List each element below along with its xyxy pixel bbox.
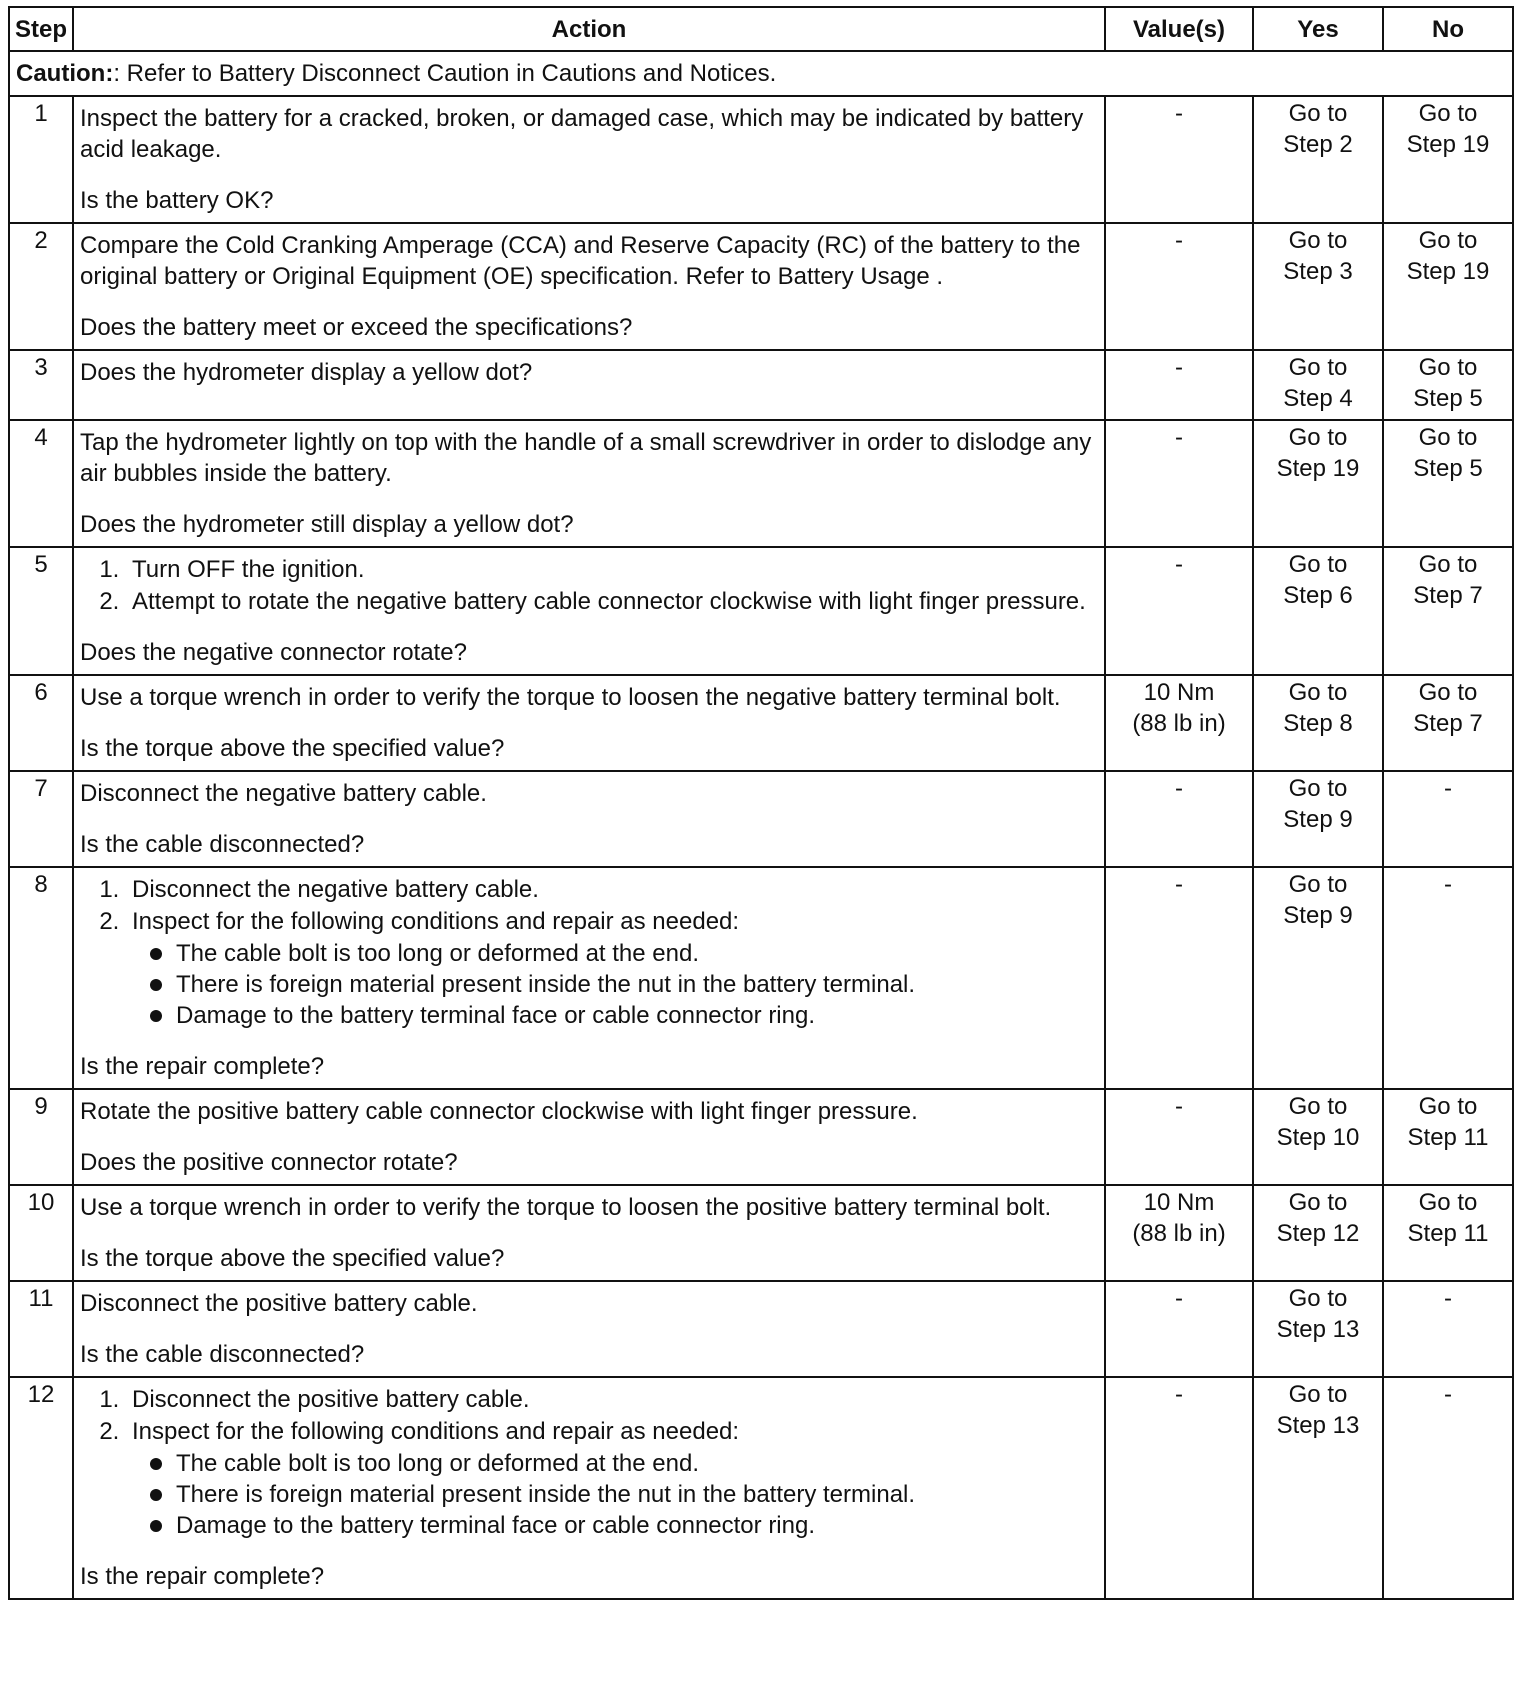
action-question: Does the positive connector rotate? <box>80 1149 458 1176</box>
header-row <box>9 7 1513 51</box>
action-cell <box>73 96 1105 223</box>
condition-item: The cable bolt is too long or deformed at the end. <box>172 1448 1098 1479</box>
step-number: 1 <box>9 96 73 223</box>
no-goto: Go to Step 5 <box>1383 420 1513 547</box>
yes-goto: Go to Step 8 <box>1253 675 1383 771</box>
step-row <box>9 867 1513 1089</box>
action-cell <box>73 1185 1105 1281</box>
condition-list <box>126 938 1098 1031</box>
action-cell <box>73 547 1105 675</box>
value-cell: - <box>1105 350 1253 420</box>
value-cell: - <box>1105 223 1253 350</box>
yes-goto: Go to Step 6 <box>1253 547 1383 675</box>
action-text: Inspect the battery for a cracked, broken, or damaged case, which may be indicated by battery acid leakage. <box>80 105 1084 163</box>
value-cell: - <box>1105 1281 1253 1377</box>
yes-goto: Go to Step 12 <box>1253 1185 1383 1281</box>
value-cell: - <box>1105 96 1253 223</box>
header-yes: Yes <box>1253 7 1383 51</box>
caution-label: Caution: <box>16 60 114 87</box>
action-cell <box>73 1089 1105 1185</box>
header-no: No <box>1383 7 1513 51</box>
yes-goto: Go to Step 2 <box>1253 96 1383 223</box>
no-goto: - <box>1383 771 1513 867</box>
step-row <box>9 771 1513 867</box>
action-question: Does the negative connector rotate? <box>80 639 467 666</box>
action-text: Use a torque wrench in order to verify the torque to loosen the negative battery terminal bolt. <box>80 684 1061 711</box>
condition-item: Damage to the battery terminal face or cable connector ring. <box>172 1000 1098 1031</box>
action-steps-list <box>80 1384 1098 1541</box>
yes-goto: Go to Step 13 <box>1253 1281 1383 1377</box>
action-text: Disconnect the negative battery cable. <box>80 780 487 807</box>
step-row <box>9 350 1513 420</box>
action-question: Is the battery OK? <box>80 187 274 214</box>
step-number: 7 <box>9 771 73 867</box>
step-number: 2 <box>9 223 73 350</box>
step-row <box>9 547 1513 675</box>
yes-goto: Go to Step 3 <box>1253 223 1383 350</box>
action-steps-list <box>80 554 1098 617</box>
value-cell: - <box>1105 867 1253 1089</box>
no-goto: - <box>1383 867 1513 1089</box>
step-row <box>9 1185 1513 1281</box>
condition-item: There is foreign material present inside the nut in the battery terminal. <box>172 1479 1098 1510</box>
action-cell <box>73 1377 1105 1599</box>
action-step-item: 2. Inspect for the following conditions and repair as needed: <box>126 1416 1098 1447</box>
step-number: 9 <box>9 1089 73 1185</box>
no-goto: Go to Step 7 <box>1383 547 1513 675</box>
header-value: Value(s) <box>1105 7 1253 51</box>
action-cell <box>73 223 1105 350</box>
condition-item: Damage to the battery terminal face or cable connector ring. <box>172 1510 1098 1541</box>
step-number: 8 <box>9 867 73 1089</box>
step-row <box>9 1281 1513 1377</box>
action-cell <box>73 350 1105 420</box>
caution-row <box>9 51 1513 96</box>
value-cell: - <box>1105 1377 1253 1599</box>
caution-text: : Refer to Battery Disconnect Caution in Cautions and Notices. <box>113 60 777 87</box>
yes-goto: Go to Step 9 <box>1253 867 1383 1089</box>
action-text: Does the hydrometer display a yellow dot? <box>80 359 533 386</box>
diagnostic-table <box>8 6 1514 1600</box>
step-row <box>9 420 1513 547</box>
action-cell <box>73 675 1105 771</box>
action-cell <box>73 420 1105 547</box>
step-number: 12 <box>9 1377 73 1599</box>
condition-item: There is foreign material present inside the nut in the battery terminal. <box>172 969 1098 1000</box>
step-row <box>9 96 1513 223</box>
yes-goto: Go to Step 13 <box>1253 1377 1383 1599</box>
action-text: Rotate the positive battery cable connector clockwise with light finger pressure. <box>80 1098 918 1125</box>
step-number: 4 <box>9 420 73 547</box>
action-cell <box>73 1281 1105 1377</box>
no-goto: Go to Step 5 <box>1383 350 1513 420</box>
yes-goto: Go to Step 9 <box>1253 771 1383 867</box>
step-number: 5 <box>9 547 73 675</box>
value-cell: - <box>1105 771 1253 867</box>
value-cell: 10 Nm (88 lb in) <box>1105 675 1253 771</box>
header-step: Step <box>9 7 73 51</box>
action-step-item: 1. Disconnect the negative battery cable. <box>126 874 1098 905</box>
condition-list <box>126 1448 1098 1541</box>
no-goto: Go to Step 19 <box>1383 223 1513 350</box>
action-text: Disconnect the positive battery cable. <box>80 1290 478 1317</box>
step-number: 11 <box>9 1281 73 1377</box>
header-action: Action <box>73 7 1105 51</box>
action-cell <box>73 771 1105 867</box>
action-question: Is the cable disconnected? <box>80 831 365 858</box>
action-cell <box>73 867 1105 1089</box>
no-goto: - <box>1383 1377 1513 1599</box>
action-steps-list <box>80 874 1098 1031</box>
step-row <box>9 675 1513 771</box>
action-step-item: 1. Turn OFF the ignition. <box>126 554 1098 585</box>
step-number: 3 <box>9 350 73 420</box>
no-goto: Go to Step 19 <box>1383 96 1513 223</box>
action-step-item: 2. Inspect for the following conditions and repair as needed: <box>126 906 1098 937</box>
action-text: Compare the Cold Cranking Amperage (CCA) and Reserve Capacity (RC) of the battery to the original battery or Original Equipment (OE) specification. Refer to Battery Usage . <box>80 232 1081 290</box>
action-text: Tap the hydrometer lightly on top with the handle of a small screwdriver in order to dislodge any air bubbles inside the battery. <box>80 429 1092 487</box>
action-question: Is the repair complete? <box>80 1053 325 1080</box>
action-text: Use a torque wrench in order to verify the torque to loosen the positive battery terminal bolt. <box>80 1194 1052 1221</box>
action-question: Is the cable disconnected? <box>80 1341 365 1368</box>
value-cell: - <box>1105 420 1253 547</box>
action-step-item: 1. Disconnect the positive battery cable. <box>126 1384 1098 1415</box>
action-question: Does the battery meet or exceed the specifications? <box>80 314 633 341</box>
action-step-item: 2. Attempt to rotate the negative battery cable connector clockwise with light finger pressure. <box>126 586 1098 617</box>
yes-goto: Go to Step 10 <box>1253 1089 1383 1185</box>
action-question: Does the hydrometer still display a yellow dot? <box>80 511 574 538</box>
step-number: 6 <box>9 675 73 771</box>
condition-item: The cable bolt is too long or deformed at the end. <box>172 938 1098 969</box>
step-row <box>9 1377 1513 1599</box>
action-question: Is the repair complete? <box>80 1563 325 1590</box>
no-goto: Go to Step 11 <box>1383 1185 1513 1281</box>
caution-cell <box>9 51 1513 96</box>
value-cell: - <box>1105 547 1253 675</box>
no-goto: Go to Step 11 <box>1383 1089 1513 1185</box>
value-cell: - <box>1105 1089 1253 1185</box>
yes-goto: Go to Step 4 <box>1253 350 1383 420</box>
no-goto: Go to Step 7 <box>1383 675 1513 771</box>
action-question: Is the torque above the specified value? <box>80 1245 505 1272</box>
step-row <box>9 223 1513 350</box>
action-question: Is the torque above the specified value? <box>80 735 505 762</box>
yes-goto: Go to Step 19 <box>1253 420 1383 547</box>
value-cell: 10 Nm (88 lb in) <box>1105 1185 1253 1281</box>
step-number: 10 <box>9 1185 73 1281</box>
step-row <box>9 1089 1513 1185</box>
no-goto: - <box>1383 1281 1513 1377</box>
